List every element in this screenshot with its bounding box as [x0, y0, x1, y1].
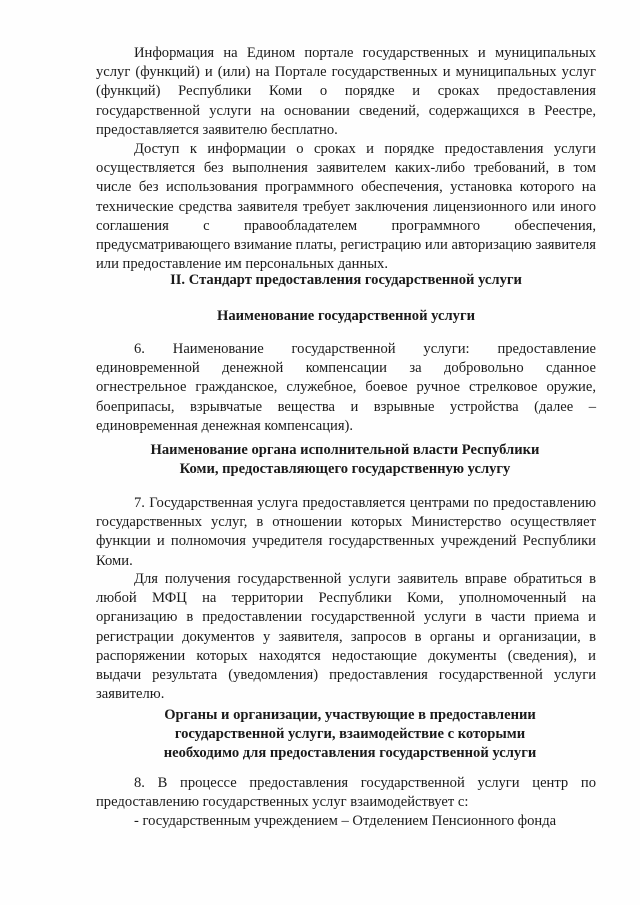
paragraph-info-portal	[96, 44, 596, 140]
subheading-organizations	[140, 706, 560, 763]
section-title: II. Стандарт предоставления государственной услуги	[170, 272, 522, 288]
paragraph-text: Доступ к информации о сроках и порядке предоставления услуги осуществляется без выполнения заявителем каких-либо требований, в том числе без использования программного обеспечения, установка которого на технические средства заявителя требует заключения лицензионного или иного соглашения с правообладателем программного обеспечения, предусматривающего взимание платы, регистрацию или авторизацию заявителя или предоставление им персональных данных.	[96, 141, 596, 273]
paragraph-7	[96, 494, 596, 571]
paragraph-8	[96, 774, 596, 812]
list-item	[134, 812, 596, 831]
subheading-service-name	[96, 307, 596, 326]
paragraph-text: Для получения государственной услуги заявитель вправе обратиться в любой МФЦ на территории Республики Коми, уполномоченный на организацию в предоставлении государственной услуги в части приема и регистрации документов у заявителя, запросов в органы и организации, в распоряжении которых находятся недостающие документы (сведения), и выдачи результата (уведомления) предоставления государственной услуги заявителю.	[96, 571, 596, 703]
subheading-title: Наименование государственной услуги	[217, 308, 475, 324]
list-item-text: - государственным учреждением – Отделением Пенсионного фонда	[134, 813, 557, 829]
subheading-organ	[130, 441, 560, 479]
paragraph-text: Информация на Едином портале государственных и муниципальных услуг (функций) и (или) на Портале государственных и муниципальных услуг (функций) Республики Коми о порядке и сроках предоставления государственной услуги на основании сведений, содержащихся в Реестре, предоставляется заявителю бесплатно.	[96, 45, 596, 138]
subheading-title: Органы и организации, участвующие в предоставлении государственной услуги, взаимодействие с которыми необходимо для предоставления государственной услуги	[163, 707, 537, 761]
subheading-title: Наименование органа исполнительной власти Республики Коми, предоставляющего государственную услугу	[150, 442, 540, 477]
paragraph-text: 7. Государственная услуга предоставляется центрами по предоставлению государственных услуг, в отношении которых Министерство осуществляет функции и полномочия учредителя государственных учреждений Республики Коми.	[96, 495, 596, 569]
paragraph-6	[96, 340, 596, 436]
paragraph-7-mfc	[96, 570, 596, 704]
section-heading	[96, 271, 596, 290]
paragraph-text: 8. В процессе предоставления государственной услуги центр по предоставлению государственных услуг взаимодействует с:	[96, 775, 596, 811]
paragraph-text: 6. Наименование государственной услуги: предоставление единовременной денежной компенсации за добровольно сданное огнестрельное гражданское, служебное, боевое ручное стрелковое оружие, боеприпасы, взрывчатые вещества и взрывные устройства (далее – единовременная денежная компенсация).	[96, 341, 596, 434]
paragraph-access	[96, 140, 596, 274]
